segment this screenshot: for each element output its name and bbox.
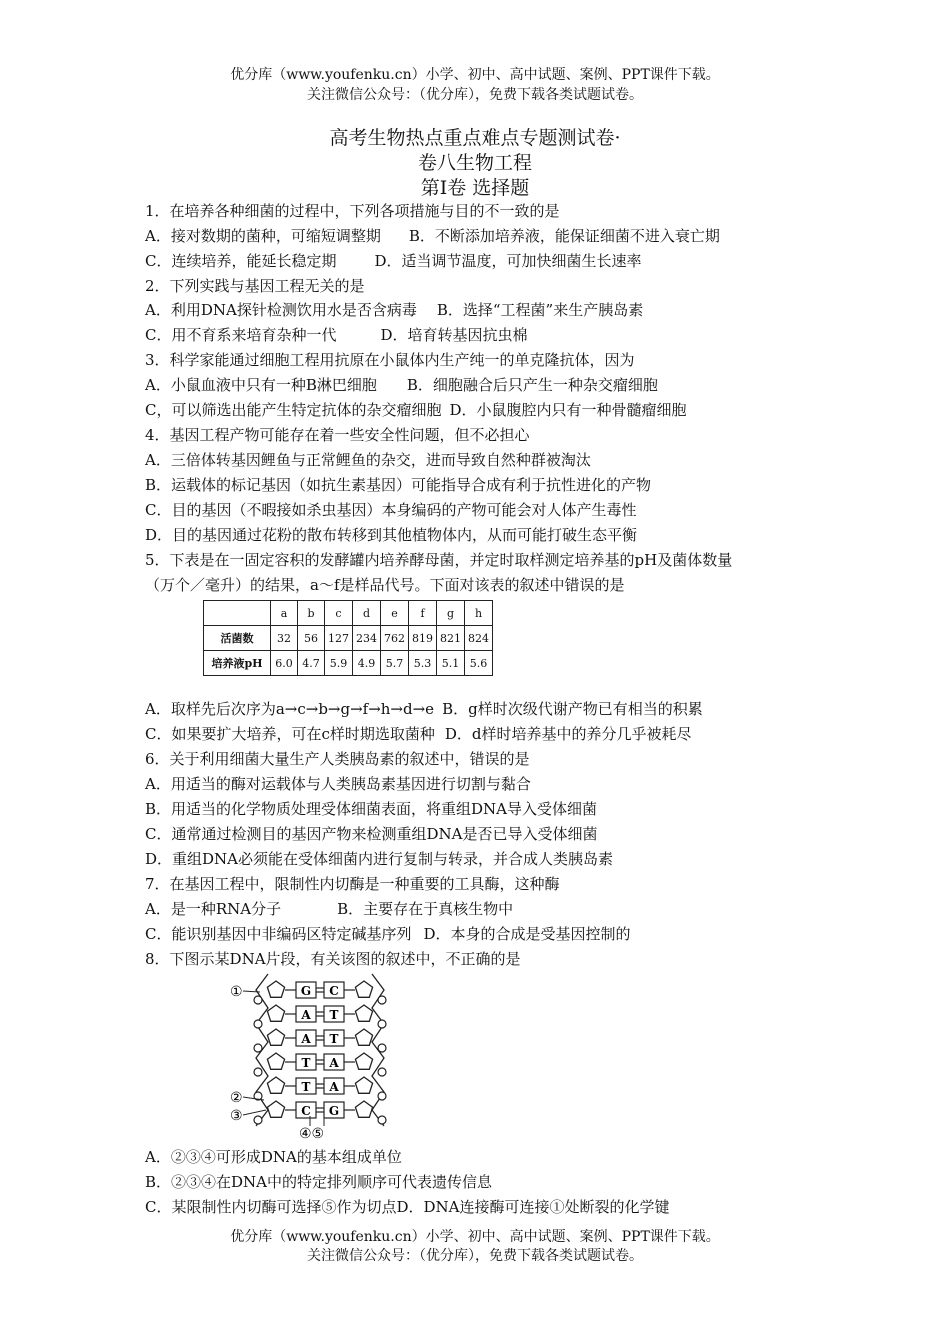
- q1-option-a: A．接对数期的菌种，可缩短调整期: [145, 227, 381, 245]
- base-letter: A: [329, 1056, 339, 1070]
- phosphate-circle: [254, 1044, 262, 1052]
- q2-option-d: D．培育转基因抗虫棉: [380, 326, 528, 344]
- table-header-cell: c: [325, 601, 353, 626]
- q3-option-b: B．细胞融合后只产生一种杂交瘤细胞: [406, 376, 658, 394]
- q6-option-b: B．用适当的化学物质处理受体细菌表面，将重组DNA导入受体细菌: [145, 800, 598, 818]
- table-row-label: 活菌数: [204, 626, 271, 651]
- q7-stem: 7．在基因工程中，限制性内切酶是一种重要的工具酶，这种酶: [145, 875, 560, 893]
- base-letter: T: [301, 1056, 311, 1070]
- base-letter: G: [328, 1104, 340, 1118]
- yeast-data-table: [203, 600, 493, 676]
- table-cell: 5.9: [325, 651, 353, 676]
- table-cell: 5.7: [381, 651, 409, 676]
- sugar-pentagon: [267, 1029, 284, 1045]
- sugar-pentagon: [355, 981, 372, 997]
- table-corner-cell: [204, 601, 271, 626]
- q2-option-a: A．利用DNA探针检测饮用水是否含病毒: [145, 301, 417, 319]
- phosphate-circle: [378, 1020, 386, 1028]
- q7-options-ab: [145, 899, 513, 919]
- q5-stem-line1: 5．下表是在一固定容积的发酵罐内培养酵母菌，并定时取样测定培养基的pH及菌体数量: [145, 551, 733, 569]
- table-cell: 127: [325, 626, 353, 651]
- phosphate-circle: [378, 1092, 386, 1100]
- table-header-cell: d: [353, 601, 381, 626]
- table-row: [204, 626, 493, 651]
- sugar-pentagon: [267, 1005, 284, 1021]
- q3-option-a: A．小鼠血液中只有一种B淋巴细胞: [145, 376, 377, 394]
- q7-options-cd: [145, 924, 631, 944]
- q5-option-c: C．如果要扩大培养，可在c样时期选取菌种: [145, 725, 435, 743]
- q2-option-b: B．选择“工程菌”来生产胰岛素: [436, 301, 644, 319]
- phosphate-circle: [254, 1116, 262, 1124]
- q1-options-ab: [145, 226, 720, 246]
- phosphate-circle: [378, 1116, 386, 1124]
- table-header-cell: a: [271, 601, 298, 626]
- table-cell: 4.7: [298, 651, 325, 676]
- table-header-cell: f: [409, 601, 437, 626]
- sugar-pentagon: [355, 1053, 372, 1069]
- q8-option-c: C．某限制性内切酶可选择⑤作为切点: [145, 1198, 397, 1216]
- q2-option-c: C．用不育系来培育杂种一代: [145, 326, 337, 344]
- page-footer-line1: 优分库（www.youfenku.cn）小学、初中、高中试题、案例、PPT课件下载。: [230, 1229, 720, 1245]
- table-cell: 32: [271, 626, 298, 651]
- base-letter: A: [329, 1080, 339, 1094]
- q5-options-cd: [145, 724, 692, 744]
- q3-stem: 3．科学家能通过细胞工程用抗原在小鼠体内生产纯一的单克隆抗体，因为: [145, 351, 635, 369]
- table-cell: 4.9: [353, 651, 381, 676]
- q3-options-cd: [145, 400, 687, 420]
- q1-option-b: B．不断添加培养液，能保证细菌不进入衰亡期: [408, 227, 720, 245]
- q4-option-c: C．目的基因（不暇接如杀虫基因）本身编码的产物可能会对人体产生毒性: [145, 501, 637, 519]
- label-3: ③: [230, 1108, 243, 1124]
- q5-option-b: B．g样时次级代谢产物已有相当的积累: [442, 700, 703, 718]
- base-pair-row: [254, 1101, 386, 1124]
- q1-option-c: C．连续培养，能延长稳定期: [145, 252, 337, 270]
- q7-option-a: A．是一种RNA分子: [145, 900, 282, 918]
- page-footer-line2: 关注微信公众号：（优分库），免费下载各类试题试卷。: [307, 1248, 643, 1264]
- q8-option-b: B．②③④在DNA中的特定排列顺序可代表遗传信息: [145, 1173, 493, 1191]
- base-pair-row: [254, 1005, 386, 1028]
- q8-option-a: A．②③④可形成DNA的基本组成单位: [145, 1148, 402, 1166]
- table-header-cell: b: [298, 601, 325, 626]
- table-header-cell: h: [465, 601, 493, 626]
- base-letter: T: [301, 1080, 311, 1094]
- q4-option-b: B．运载体的标记基因（如抗生素基因）可能指导合成有利于抗性进化的产物: [145, 476, 652, 494]
- base-letter: T: [329, 1008, 339, 1022]
- base-pair-row: [254, 981, 386, 1004]
- sugar-pentagon: [267, 1053, 284, 1069]
- section-title: 第Ⅰ卷 选择题: [420, 177, 530, 199]
- q3-option-d: D．小鼠腹腔内只有一种骨髓瘤细胞: [449, 401, 687, 419]
- phosphate-circle: [254, 996, 262, 1004]
- base-pair-row: [254, 1029, 386, 1052]
- q6-option-a: A．用适当的酶对运载体与人类胰岛素基因进行切割与黏合: [145, 775, 531, 793]
- q2-options-ab: [145, 300, 643, 320]
- base-letter: G: [300, 984, 312, 998]
- doc-subtitle: 卷八生物工程: [417, 152, 532, 174]
- sugar-pentagon: [267, 1077, 284, 1093]
- phosphate-circle: [254, 1020, 262, 1028]
- q5-option-a: A．取样先后次序为a→c→b→g→f→h→d→e: [145, 700, 435, 718]
- page-header-line1: 优分库（www.youfenku.cn）小学、初中、高中试题、案例、PPT课件下载。: [230, 67, 720, 83]
- q3-option-c: C，可以筛选出能产生特定抗体的杂交瘤细胞: [145, 401, 442, 419]
- label-4-5: ④⑤: [299, 1126, 325, 1142]
- table-header-cell: e: [381, 601, 409, 626]
- phosphate-circle: [378, 1044, 386, 1052]
- table-row: [204, 651, 493, 676]
- base-letter: A: [301, 1008, 311, 1022]
- base-letter: C: [301, 1104, 311, 1118]
- table-cell: 234: [353, 626, 381, 651]
- table-cell: 5.3: [409, 651, 437, 676]
- q4-stem: 4．基因工程产物可能存在着一些安全性问题，但不必担心: [145, 426, 530, 444]
- label-2: ②: [230, 1090, 243, 1106]
- doc-title: 高考生物热点重点难点专题测试卷·: [329, 127, 621, 149]
- q5-stem-line2: （万个／毫升）的结果，a～f是样品代号。下面对该表的叙述中错误的是: [145, 576, 625, 594]
- q5-option-d: D．d样时培养基中的养分几乎被耗尽: [444, 725, 692, 743]
- table-header-row: [204, 601, 493, 626]
- base-letter: T: [329, 1032, 339, 1046]
- sugar-pentagon: [355, 1029, 372, 1045]
- base-pair-row: [254, 1077, 386, 1100]
- sugar-pentagon: [267, 1101, 284, 1117]
- q7-option-c: C．能识别基因中非编码区特定碱基序列: [145, 925, 412, 943]
- q1-stem: 1．在培养各种细菌的过程中，下列各项措施与目的不一致的是: [145, 202, 560, 220]
- table-header-cell: g: [437, 601, 465, 626]
- q6-option-c: C．通常通过检测目的基因产物来检测重组DNA是否已导入受体细菌: [145, 825, 598, 843]
- table-cell: 5.6: [465, 651, 493, 676]
- table-cell: 819: [409, 626, 437, 651]
- q7-option-b: B．主要存在于真核生物中: [337, 900, 514, 918]
- q2-options-cd: [145, 325, 528, 345]
- q1-option-d: D．适当调节温度，可加快细菌生长速率: [374, 252, 642, 270]
- sugar-pentagon: [355, 1005, 372, 1021]
- q6-stem: 6．关于利用细菌大量生产人类胰岛素的叙述中，错误的是: [145, 750, 530, 768]
- table-row-label: 培养液pH: [204, 651, 271, 676]
- q1-options-cd: [145, 251, 642, 271]
- base-pair-row: [254, 1053, 386, 1076]
- q3-options-ab: [145, 375, 658, 395]
- q4-option-a: A．三倍体转基因鲤鱼与正常鲤鱼的杂交，进而导致自然种群被淘汰: [145, 451, 591, 469]
- label-1: ①: [230, 984, 243, 1000]
- dna-fragment-diagram: [226, 968, 406, 1143]
- table-cell: 821: [437, 626, 465, 651]
- q8-option-d: D．DNA连接酶可连接①处断裂的化学键: [396, 1198, 670, 1216]
- table-cell: 6.0: [271, 651, 298, 676]
- q5-options-ab: [145, 699, 703, 719]
- phosphate-circle: [378, 1068, 386, 1076]
- table-cell: 824: [465, 626, 493, 651]
- q6-option-d: D．重组DNA必须能在受体细菌内进行复制与转录，并合成人类胰岛素: [145, 850, 614, 868]
- table-cell: 5.1: [437, 651, 465, 676]
- q4-option-d: D．目的基因通过花粉的散布转移到其他植物体内，从而可能打破生态平衡: [145, 526, 638, 544]
- base-letter: A: [301, 1032, 311, 1046]
- sugar-pentagon: [267, 981, 284, 997]
- q7-option-d: D．本身的合成是受基因控制的: [423, 925, 631, 943]
- phosphate-circle: [254, 1068, 262, 1076]
- table-cell: 56: [298, 626, 325, 651]
- page-header-line2: 关注微信公众号：（优分库），免费下载各类试题试卷。: [307, 87, 643, 103]
- phosphate-circle: [378, 996, 386, 1004]
- q8-stem: 8．下图示某DNA片段，有关该图的叙述中，不正确的是: [145, 950, 521, 968]
- q8-options-cd: [145, 1197, 670, 1217]
- base-letter: C: [329, 984, 339, 998]
- sugar-pentagon: [355, 1077, 372, 1093]
- q2-stem: 2．下列实践与基因工程无关的是: [145, 277, 365, 295]
- table-cell: 762: [381, 626, 409, 651]
- sugar-pentagon: [355, 1101, 372, 1117]
